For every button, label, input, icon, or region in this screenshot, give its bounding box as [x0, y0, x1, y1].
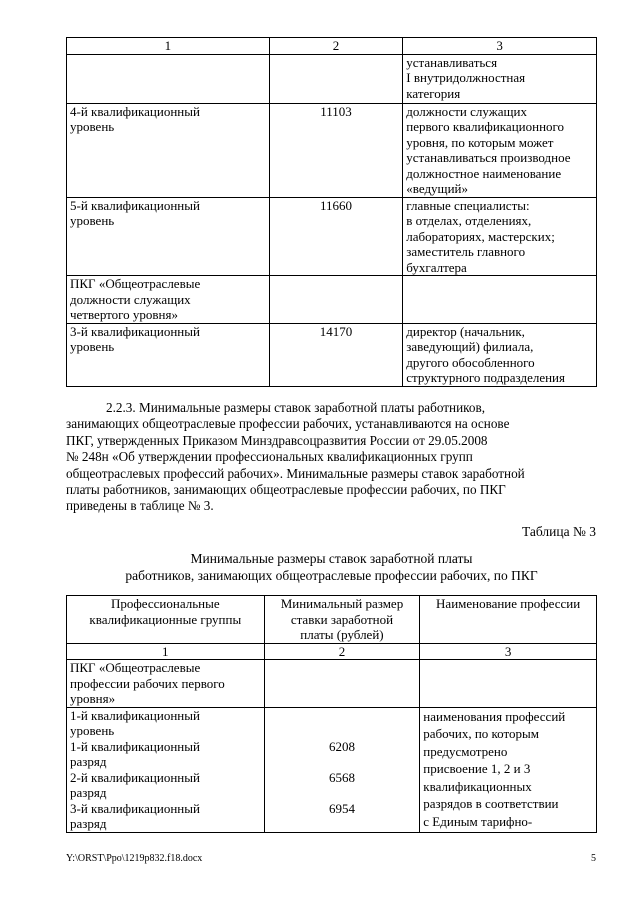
salary-cell: 11103: [269, 103, 403, 197]
group-line: разряд: [70, 816, 107, 831]
position-line: главные специалисты:: [406, 197, 530, 213]
salary-cell: [264, 660, 420, 708]
profession-line: квалификационных: [423, 778, 532, 794]
group-cell: [67, 276, 270, 324]
table-row: [67, 323, 597, 386]
position-line: «ведущий»: [406, 181, 468, 196]
salary-value: 6208: [328, 738, 355, 754]
salary-value: [268, 816, 417, 832]
column-number-3: 3: [420, 643, 597, 660]
positions-cell: [403, 103, 597, 197]
position-line: заместитель главного: [406, 244, 526, 259]
position-line: лабораториях, мастерских;: [406, 228, 555, 244]
page-number: 5: [591, 853, 596, 864]
positions-cell: [403, 323, 597, 386]
profession-line: разрядов в соответствии: [423, 796, 559, 811]
group-line: уровень: [70, 339, 115, 354]
position-line: бухгалтера: [406, 259, 467, 275]
table-row: [67, 276, 597, 324]
column-number-2: 2: [264, 643, 420, 660]
table-caption: [66, 551, 597, 584]
header-line: квалификационные группы: [89, 611, 242, 627]
group-cell: [67, 323, 270, 386]
table-row: [67, 103, 597, 197]
group-line: 2-й квалификационный: [70, 769, 200, 785]
profession-cell: [420, 707, 597, 832]
paragraph-line: приведены в таблице № 3.: [66, 498, 214, 514]
position-line: первого квалификационного: [406, 119, 565, 134]
position-line: заведующий) филиала,: [406, 339, 534, 354]
group-line: разряд: [70, 754, 107, 769]
header-line: Минимальный размер: [280, 596, 404, 611]
group-cell: [67, 54, 270, 103]
position-line: устанавливаться производное: [406, 150, 571, 165]
position-line: должности служащих: [406, 103, 527, 119]
column-number-1: 1: [67, 643, 265, 660]
positions-cell: [403, 54, 597, 103]
caption-line: работников, занимающих общеотраслевые профессии рабочих, по ПКГ: [125, 567, 538, 583]
position-line: устанавливаться: [406, 54, 498, 70]
group-cell: [67, 197, 270, 276]
group-line: уровень: [70, 213, 115, 228]
positions-cell: [403, 276, 597, 324]
position-line: уровня, по которым может: [406, 134, 554, 150]
profession-line: рабочих, по которым: [423, 726, 539, 741]
group-line: 1-й квалификационный: [70, 707, 200, 723]
table-row: [67, 54, 597, 103]
group-line: 4-й квалификационный: [70, 103, 200, 119]
paragraph-line: платы работников, занимающих общеотраслевые профессии рабочих, по ПКГ: [66, 482, 506, 498]
paragraph-line: занимающих общеотраслевые профессии рабочих, устанавливаются на основе: [66, 416, 510, 432]
group-cell: [67, 660, 265, 708]
profession-line: присвоение 1, 2 и 3: [423, 761, 531, 776]
position-line: I внутридолжностная: [406, 70, 526, 85]
salary-value: 6568: [328, 769, 355, 785]
section-paragraph: [66, 400, 597, 515]
salary-value: [268, 785, 417, 801]
header-cell-salary: [264, 596, 420, 644]
paragraph-line: ПКГ, утвержденных Приказом Минздравсоцразвития России от 29.05.2008: [66, 432, 488, 448]
profession-line: наименования профессий: [423, 708, 566, 724]
group-line: уровень: [70, 723, 115, 738]
group-line: ПКГ «Общеотраслевые: [70, 660, 201, 675]
salary-cell: [269, 54, 403, 103]
profession-line: предусмотрено: [423, 743, 508, 759]
positions-cell: [403, 197, 597, 276]
position-line: структурного подразделения: [406, 370, 565, 385]
position-line: категория: [406, 85, 461, 101]
table-header-row: [67, 38, 597, 55]
header-cell-groups: [67, 596, 265, 644]
header-line: Наименование профессии: [436, 596, 581, 611]
caption-line: Минимальные размеры ставок заработной платы: [190, 551, 473, 566]
group-line: уровень: [70, 119, 115, 134]
table-row: [67, 707, 597, 832]
position-line: должностное наименование: [406, 165, 562, 181]
group-line: 5-й квалификационный: [70, 197, 200, 213]
paragraph-line: 2.2.3. Минимальные размеры ставок заработной платы работников,: [106, 400, 486, 415]
paragraph-line: № 248н «Об утверждении профессиональных квалификационных групп: [66, 449, 473, 465]
group-line: уровня»: [70, 691, 116, 706]
salary-cell: 14170: [269, 323, 403, 386]
group-line: разряд: [70, 785, 107, 800]
file-path-footer: Y:\ORST\Ppo\1219p832.f18.docx: [66, 853, 203, 864]
profession-cell: [420, 660, 597, 708]
group-cell: [67, 103, 270, 197]
salary-cell: 11660: [269, 197, 403, 276]
position-line: директор (начальник,: [406, 323, 525, 339]
salary-cell: [264, 707, 420, 832]
table-row: [67, 660, 597, 708]
salary-value: [268, 708, 417, 724]
header-cell-profession: [420, 596, 597, 644]
column-number-3: 3: [403, 38, 597, 55]
header-line: платы (рублей): [300, 627, 384, 642]
profession-line: с Единым тарифно-: [423, 813, 533, 829]
table-number-label: Таблица № 3: [522, 524, 596, 539]
group-cell: [67, 707, 265, 832]
header-line: Профессиональные: [110, 596, 220, 611]
group-line: должности служащих: [70, 291, 191, 307]
paragraph-line: общеотраслевых профессий рабочих». Минимальные размеры ставок заработной: [66, 465, 525, 481]
position-line: другого обособленного: [406, 354, 535, 370]
table-header-row: [67, 596, 597, 644]
salary-value: 6954: [328, 800, 355, 816]
group-line: ПКГ «Общеотраслевые: [70, 276, 201, 291]
group-line: 3-й квалификационный: [70, 323, 200, 339]
header-line: ставки заработной: [290, 611, 394, 627]
column-number-row: [67, 643, 597, 660]
column-number-2: 2: [269, 38, 403, 55]
group-line: четвертого уровня»: [70, 307, 178, 322]
salary-value: [268, 754, 417, 770]
position-line: в отделах, отделениях,: [406, 213, 532, 228]
column-number-1: 1: [67, 38, 270, 55]
group-line: 1-й квалификационный: [70, 738, 200, 754]
salary-table-continuation: [66, 37, 597, 387]
worker-salary-table: [66, 595, 597, 833]
salary-cell: [269, 276, 403, 324]
salary-value: [268, 723, 417, 739]
group-line: 3-й квалификационный: [70, 800, 200, 816]
table-row: [67, 197, 597, 276]
group-line: профессии рабочих первого: [70, 675, 225, 691]
